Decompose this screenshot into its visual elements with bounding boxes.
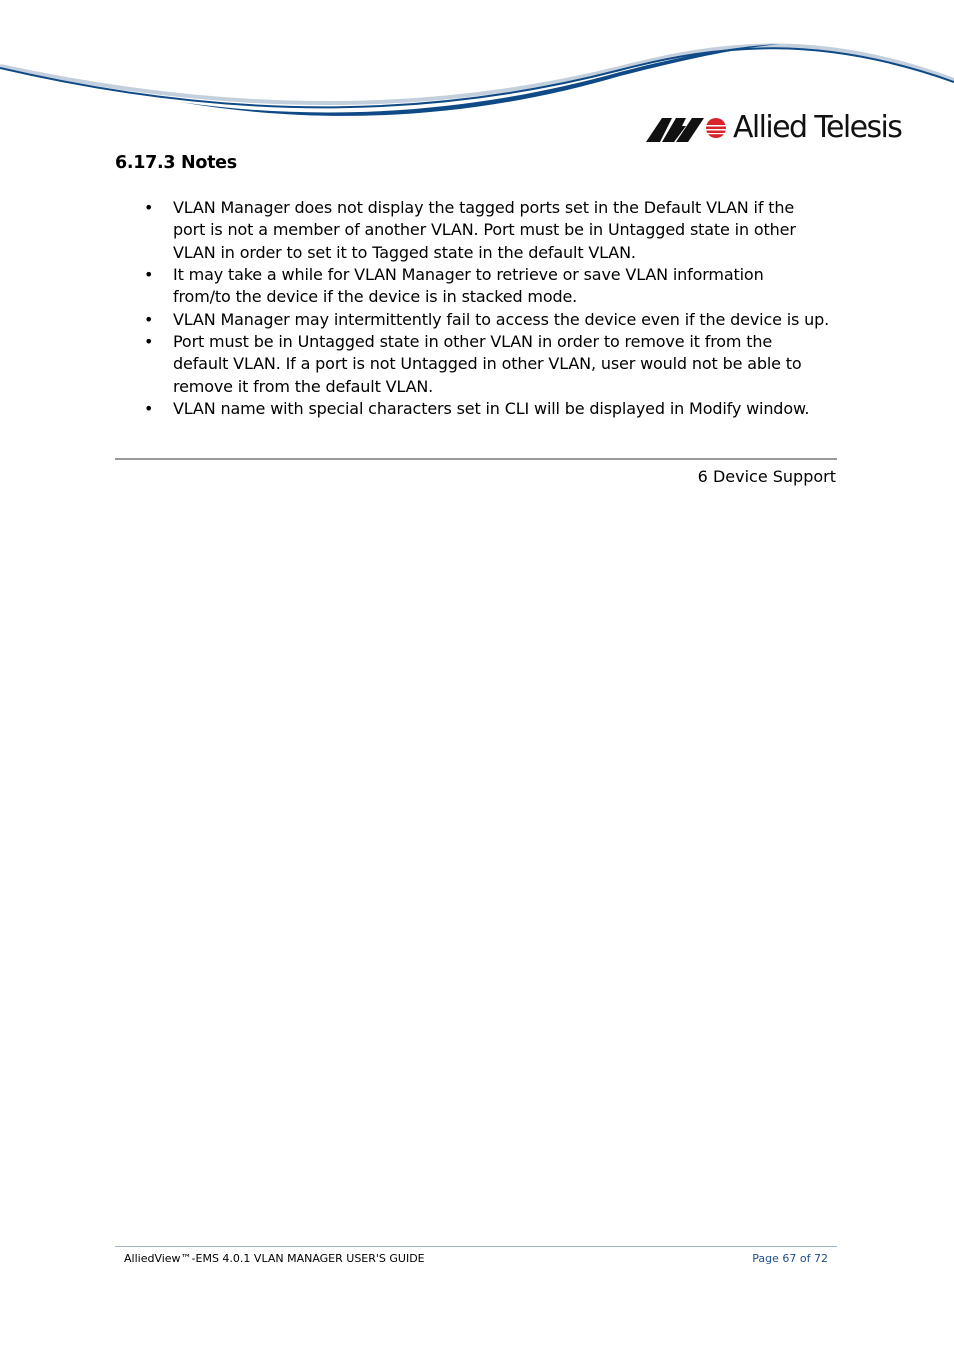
list-item: [144, 197, 844, 264]
allied-telesis-logo: [646, 108, 902, 148]
list-item: [144, 398, 844, 420]
chapter-title: 6 Device Support: [697, 467, 836, 486]
bullet-icon: •: [144, 399, 154, 419]
note-text: VLAN Manager does not display the tagged ports set in the Default VLAN if the port is not a member of another VLAN. Port must be in Untagged state in other VLAN in order to set it to Tagged state in the default VLAN.: [173, 198, 796, 262]
bullet-icon: •: [144, 264, 154, 284]
note-text: It may take a while for VLAN Manager to retrieve or save VLAN information from/to the device if the device is in stacked mode.: [173, 264, 764, 307]
allied-telesis-logo-icon: [646, 114, 728, 142]
list-item: [144, 309, 844, 331]
bullet-icon: •: [144, 198, 154, 217]
section-divider: [115, 458, 837, 460]
document-title: AlliedView™-EMS 4.0.1 VLAN MANAGER USER'S GUIDE: [124, 1252, 425, 1265]
note-text: VLAN Manager may intermittently fail to access the device even if the device is up.: [173, 309, 830, 329]
list-item: [144, 331, 844, 398]
page-number: Page 67 of 72: [752, 1252, 828, 1265]
note-text: VLAN name with special characters set in CLI will be displayed in Modify window.: [173, 399, 810, 419]
footer-divider: [115, 1246, 837, 1247]
bullet-icon: •: [144, 309, 154, 329]
brand-name: Allied Telesis: [733, 110, 902, 145]
list-item: [144, 264, 844, 309]
wave-dark-band: [0, 48, 954, 107]
note-text: Port must be in Untagged state in other VLAN in order to remove it from the default VLAN. If a port is not Untagged in other VLAN, user would not be able to remove it from the default VLAN.: [173, 332, 802, 396]
bullet-icon: •: [144, 332, 154, 352]
notes-list: [144, 197, 844, 420]
section-heading: 6.17.3 Notes: [115, 153, 237, 173]
